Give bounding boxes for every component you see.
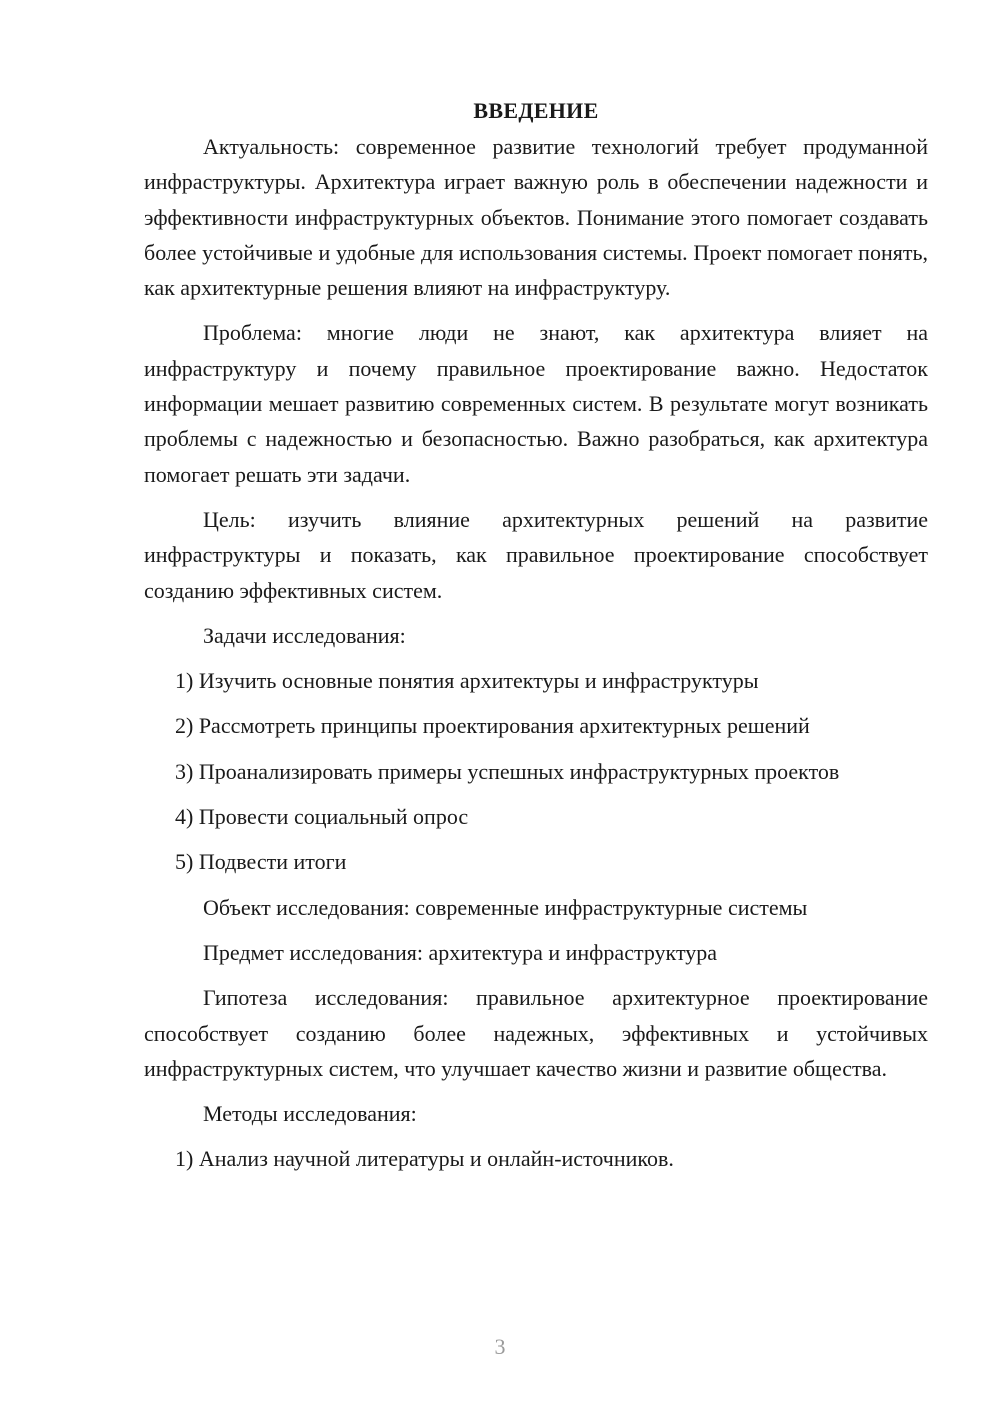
hypothesis-paragraph: Гипотеза исследования: правильное архитектурное проектирование способствует созданию более надежных, эффективных и устойчивых инфраструктурных систем, что улучшает качество жизни и развитие общества. [144,985,928,1081]
tasks-heading: Задачи исследования: [203,622,406,648]
method-item-1: 1) Анализ научной литературы и онлайн-источников. [175,1146,674,1172]
task-item-2: 2) Рассмотреть принципы проектирования архитектурных решений [175,713,810,739]
relevance-paragraph: Актуальность: современное развитие технологий требует продуманной инфраструктуры. Архитектура играет важную роль в обеспечении надежности и эффективности инфраструктурных объектов. Понимание этого помогает создавать более устойчивые и удобные для использования системы. Проект помогает понять, как архитектурные решения влияют на инфраструктуру. [144,134,928,301]
task-item-5: 5) Подвести итоги [175,849,347,875]
goal-paragraph: Цель: изучить влияние архитектурных решений на развитие инфраструктуры и показать, как правильное проектирование способствует созданию эффективных систем. [144,506,928,603]
page-number: 3 [494,1334,506,1359]
research-subject: Предмет исследования: архитектура и инфраструктура [203,939,718,965]
research-object: Объект исследования: современные инфраструктурные системы [203,894,808,920]
task-item-4: 4) Провести социальный опрос [175,804,469,830]
problem-paragraph: Проблема: многие люди не знают, как архитектура влияет на инфраструктуру и почему правильное проектирование важно. Недостаток информации мешает развитию современных систем. В результате могут возникать проблемы с надежностью и безопасностью. Важно разобраться, как архитектура помогает решать эти задачи. [144,320,928,487]
page-content [144,93,928,1187]
methods-heading: Методы исследования: [203,1101,417,1127]
task-item-3: 3) Проанализировать примеры успешных инфраструктурных проектов [175,758,840,784]
task-item-1: 1) Изучить основные понятия архитектуры и инфраструктуры [175,668,759,694]
section-title: ВВЕДЕНИЕ [473,98,599,123]
